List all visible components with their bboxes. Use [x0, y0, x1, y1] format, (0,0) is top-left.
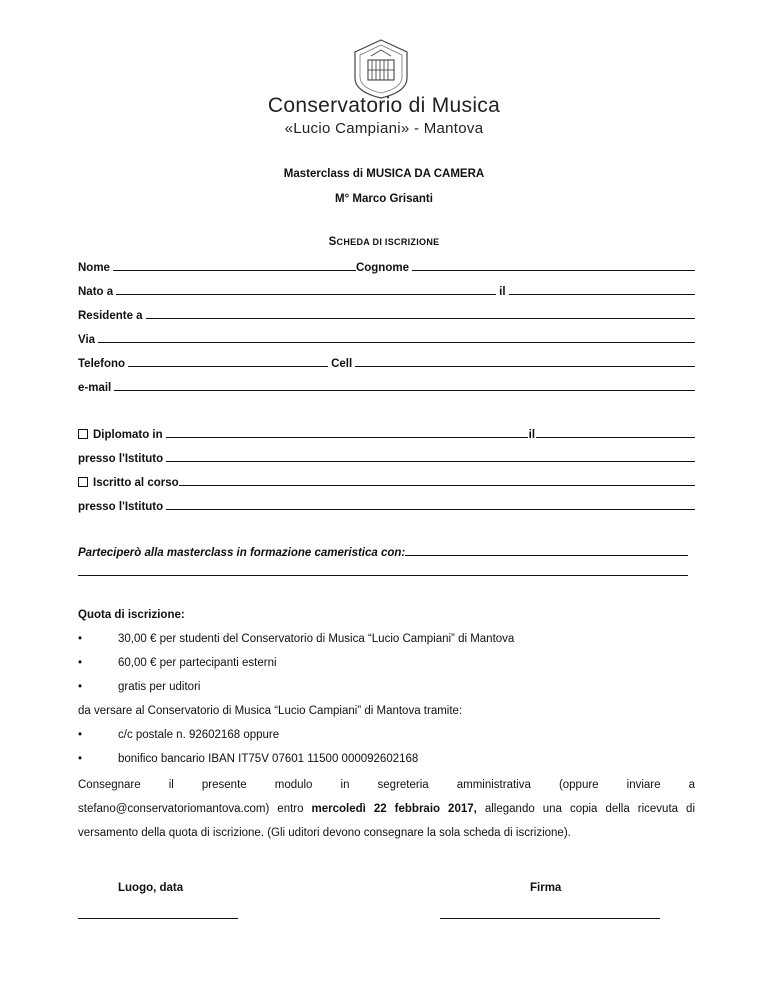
- field-presso-istituto-2[interactable]: [166, 509, 695, 510]
- instructions-body: [78, 797, 695, 845]
- row-formazione: [78, 541, 688, 559]
- field-firma[interactable]: [440, 918, 660, 919]
- word: in: [340, 779, 350, 791]
- teacher-name: M° Marco Grisanti: [335, 193, 433, 205]
- word: presente: [201, 779, 247, 791]
- bullet-icon: •: [78, 753, 83, 765]
- label-residente-a: Residente a: [78, 310, 143, 322]
- masterclass-title: Masterclass di MUSICA DA CAMERA: [283, 168, 485, 180]
- quota-item-text: 30,00 € per studenti del Conservatorio di Musica “Lucio Campiani” di Mantova: [118, 633, 515, 645]
- form-heading-rest: CHEDA DI ISCRIZIONE: [336, 237, 440, 247]
- quota-item-text: gratis per uditori: [118, 681, 201, 693]
- institution-subtitle: «Lucio Campiani» - Mantova: [284, 120, 484, 137]
- label-diplomato-il: il: [528, 429, 536, 441]
- bullet-icon: •: [78, 657, 83, 669]
- checkbox-diplomato[interactable]: [78, 429, 88, 439]
- quota-item-text: 60,00 € per partecipanti esterni: [118, 657, 277, 669]
- field-data-nascita[interactable]: [509, 294, 695, 295]
- field-residente-a[interactable]: [146, 318, 695, 319]
- label-firma: Firma: [530, 882, 562, 894]
- field-formazione-line2[interactable]: [78, 575, 688, 576]
- field-telefono[interactable]: [128, 366, 328, 367]
- field-iscritto-corso[interactable]: [179, 485, 695, 486]
- label-luogo-data: Luogo, data: [118, 882, 184, 894]
- label-il: il: [499, 286, 506, 298]
- row-diplomato: [78, 423, 695, 441]
- row-presso-istituto-1: [78, 447, 695, 465]
- label-telefono: Telefono: [78, 358, 126, 370]
- bullet-icon: •: [78, 681, 83, 693]
- instructions-first-line: [78, 773, 695, 797]
- word: inviare: [626, 779, 661, 791]
- word: segreteria: [377, 779, 429, 791]
- field-formazione[interactable]: [405, 555, 688, 556]
- label-cognome: Cognome: [355, 262, 409, 274]
- field-diplomato-in[interactable]: [166, 437, 528, 438]
- word: modulo: [274, 779, 313, 791]
- form-heading: [0, 236, 768, 248]
- field-email[interactable]: [114, 390, 695, 391]
- versare-text: da versare al Conservatorio di Musica “Lucio Campiani” di Mantova tramite:: [78, 705, 463, 717]
- field-via[interactable]: [98, 342, 695, 343]
- bullet-icon: •: [78, 729, 83, 741]
- instructions-rest: allegando una copia della ricevuta di versamento della quota di iscrizione. (Gli uditori devono consegnare la sola scheda di iscrizione).: [78, 803, 695, 839]
- diplomato-option: [78, 429, 166, 441]
- bullet-icon: •: [78, 633, 83, 645]
- row-residente: [78, 304, 695, 322]
- row-email: [78, 376, 695, 394]
- quota-title: Quota di iscrizione:: [78, 609, 185, 621]
- label-cell: Cell: [331, 358, 353, 370]
- label-email: e-mail: [78, 382, 112, 394]
- email-address: stefano@conservatoriomantova.com) entro: [78, 803, 312, 815]
- field-cell[interactable]: [355, 366, 695, 367]
- label-presso-istituto-1: presso l'Istituto: [78, 453, 164, 465]
- word: a: [688, 779, 695, 791]
- form-heading-initial: S: [328, 236, 337, 248]
- field-nato-a[interactable]: [116, 294, 496, 295]
- row-nato: [78, 280, 695, 298]
- word: Consegnare: [78, 779, 141, 791]
- row-nome-cognome: [78, 256, 695, 274]
- label-formazione: Parteciperò alla masterclass in formazione cameristica con:: [78, 547, 406, 559]
- label-via: Via: [78, 334, 96, 346]
- payment-item-text: c/c postale n. 92602168 oppure: [118, 729, 280, 741]
- row-iscritto: [78, 471, 695, 489]
- word: il: [168, 779, 174, 791]
- row-via: [78, 328, 695, 346]
- payment-item-text: bonifico bancario IBAN IT75V 07601 11500 000092602168: [118, 753, 419, 765]
- field-presso-istituto-1[interactable]: [166, 461, 695, 462]
- field-nome[interactable]: [113, 270, 356, 271]
- label-presso-istituto-2: presso l'Istituto: [78, 501, 164, 513]
- label-nato-a: Nato a: [78, 286, 114, 298]
- field-cognome[interactable]: [412, 270, 695, 271]
- institution-name: Conservatorio di Musica: [267, 94, 501, 117]
- deadline: mercoledì 22 febbraio 2017,: [311, 803, 477, 815]
- iscritto-option: [78, 477, 179, 489]
- field-luogo-data[interactable]: [78, 918, 238, 919]
- label-nome: Nome: [78, 262, 110, 274]
- row-telefono: [78, 352, 695, 370]
- instructions-paragraph: [78, 773, 695, 845]
- row-presso-istituto-2: [78, 495, 695, 513]
- checkbox-iscritto[interactable]: [78, 477, 88, 487]
- label-iscritto-corso: Iscritto al corso: [93, 477, 179, 489]
- word: amministrativa: [456, 779, 531, 791]
- label-diplomato-in: Diplomato in: [93, 429, 163, 441]
- field-diplomato-data[interactable]: [536, 437, 695, 438]
- word: (oppure: [558, 779, 599, 791]
